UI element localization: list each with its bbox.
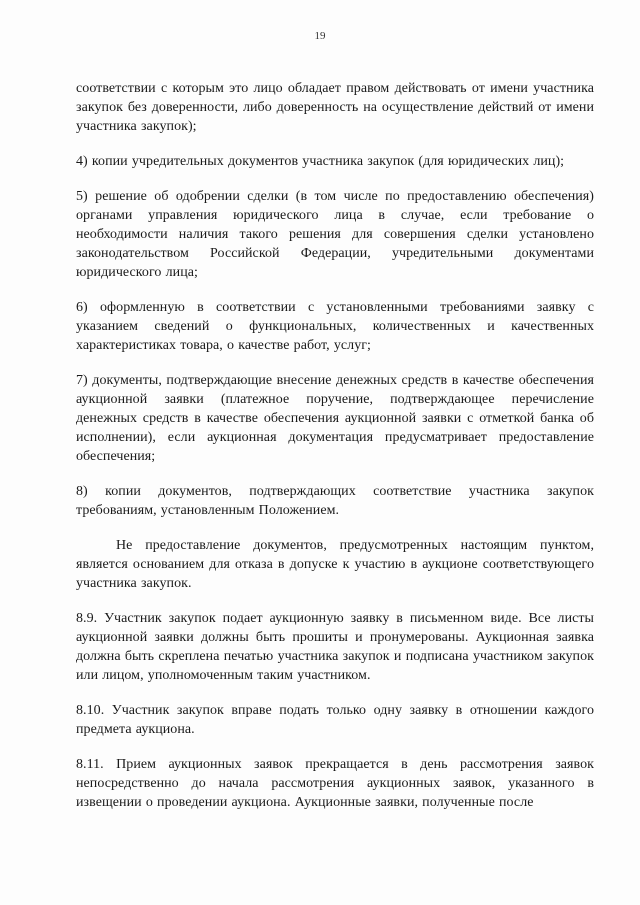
paragraph-8-9: 8.9. Участник закупок подает аукционную заявку в письменном виде. Все листы аукционной заявки должны быть прошиты и пронумерованы. Аукционная заявка должна быть скреплена печатью участника закупок и подписана участником закупок или лицом, уполномоченным таким участником. (76, 611, 594, 683)
paragraph-8-11: 8.11. Прием аукционных заявок прекращается в день рассмотрения заявок непосредственно до начала рассмотрения аукционных заявок, указанного в извещении о проведении аукциона. Аукционные заявки, полученные после (76, 757, 594, 810)
paragraph-item-4: 4) копии учредительных документов участника закупок (для юридических лиц); (76, 154, 565, 169)
paragraph-item-8: 8) копии документов, подтверждающих соответствие участника закупок требованиям, установленным Положением. (76, 484, 594, 518)
paragraph-8-10: 8.10. Участник закупок вправе подать только одну заявку в отношении каждого предмета аукциона. (76, 703, 594, 737)
document-body (76, 79, 594, 828)
paragraph-item-6: 6) оформленную в соответствии с установленными требованиями заявку с указанием сведений о функциональных, количественных и качественных характеристиках товара, о качестве работ, услуг; (76, 300, 594, 353)
paragraph-continuation: соответствии с которым это лицо обладает правом действовать от имени участника закупок без доверенности, либо доверенность на осуществление действий от имени участника закупок); (76, 81, 594, 134)
page-number: 19 (314, 30, 326, 42)
paragraph-item-7: 7) документы, подтверждающие внесение денежных средств в качестве обеспечения аукционной заявки (платежное поручение, подтверждающее перечисление денежных средств в качестве обеспечения аукционной заявки с отметкой банка об исполнении), если аукционная документация предусматривает предоставление обеспечения; (76, 373, 594, 464)
paragraph-non-submission: Не предоставление документов, предусмотренных настоящим пунктом, является основанием для отказа в допуске к участию в аукционе соответствующего участника закупок. (76, 538, 594, 591)
paragraph-item-5: 5) решение об одобрении сделки (в том числе по предоставлению обеспечения) органами управления юридического лица в случае, если требование о необходимости наличия такого решения для совершения сделки установлено законодательством Российской Федерации, учредительными документами юридического лица; (76, 189, 594, 280)
